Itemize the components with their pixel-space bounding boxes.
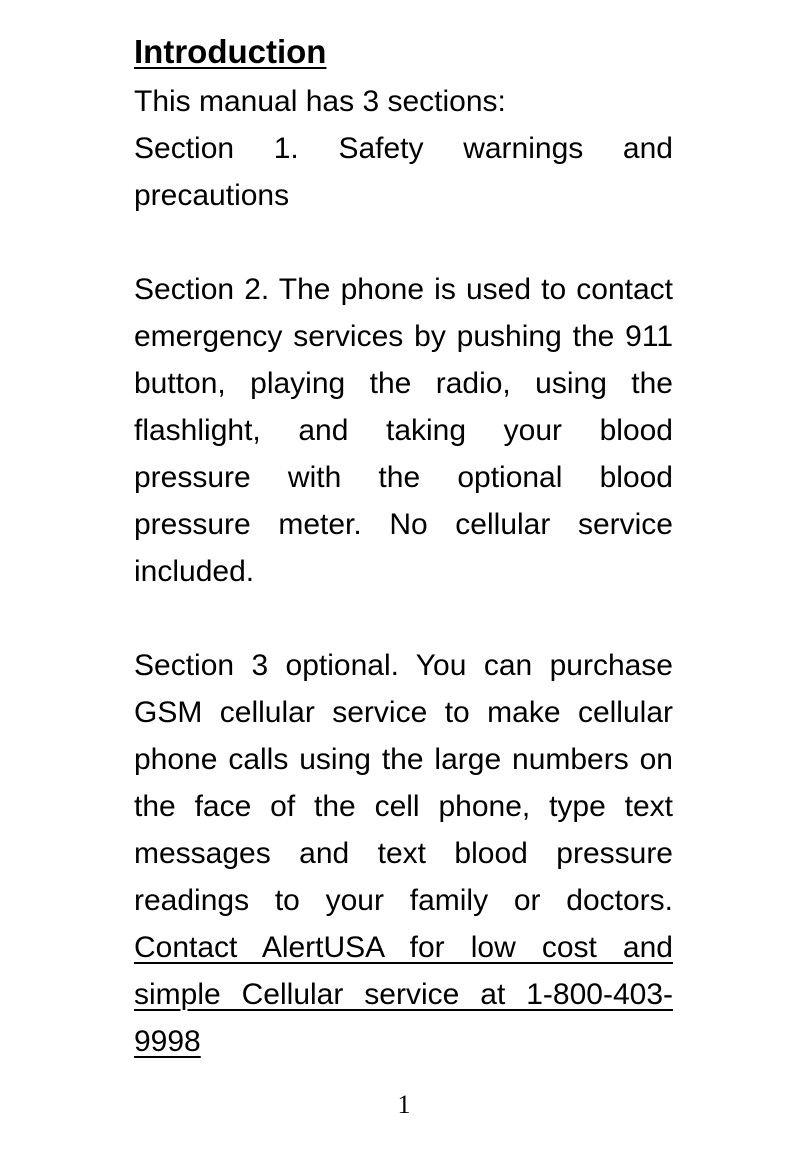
contact-alertusa-link[interactable]: Contact AlertUSA for low cost and simple Cellular service at 1-800-403-9998 [134,931,673,1058]
section-1-paragraph: Section 1. Safety warnings and precautions [134,132,673,212]
section-3-paragraph [134,642,673,1065]
section-3-text: Section 3 optional. You can purchase GSM cellular service to make cellular phone calls using the large numbers on the face of the cell phone, type text messages and text blood pressure readings to your family or doctors. [134,649,673,917]
intro-line: This manual has 3 sections: [134,85,506,118]
paragraph-spacer [134,595,673,642]
page-title: Introduction [134,33,327,70]
paragraph-spacer [134,219,673,266]
page-number: 1 [397,1090,411,1119]
page-content [134,26,673,1065]
section-2-paragraph: Section 2. The phone is used to contact emergency services by pushing the 911 button, playing the radio, using the flashlight, and taking your blood pressure with the optional blood pressure meter. No cellular service included. [134,273,673,588]
